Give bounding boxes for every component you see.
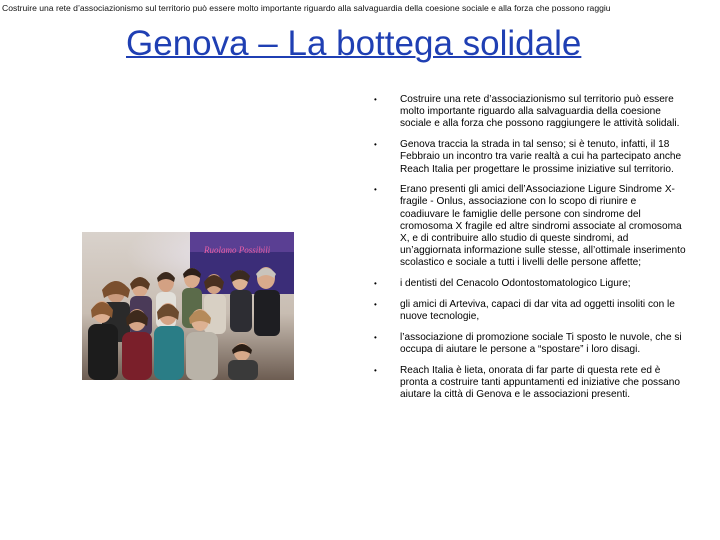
list-item: • Reach Italia è lieta, onorata di far parte di questa rete ed è pronta a costruire tanti appuntamenti ed iniziative che possano aiutare la città di Genova e le associazioni presenti. [368, 365, 688, 402]
bullet-list [368, 94, 688, 410]
list-item: • Costruire una rete d’associazionismo sul territorio può essere molto importante riguardo alla salvaguardia della coesione sociale e alla forza che possono raggiungere le attività solidali. [368, 94, 688, 131]
page-title: Genova – La bottega solidale [126, 24, 582, 63]
group-photo [82, 232, 294, 380]
banner-text: Ruolamo Possibili [204, 245, 271, 255]
list-item: • Genova traccia la strada in tal senso; si è tenuto, infatti, il 18 Febbraio un incontro tra varie realtà a cui ha partecipato anche Reach Italia per progettare le prossime iniziative sul territorio. [368, 139, 688, 176]
list-item: • i dentisti del Cenacolo Odontostomatologico Ligure; [368, 278, 688, 290]
header-text: Costruire una rete d’associazionismo sul territorio può essere molto importante riguardo alla salvaguardia della coesione sociale e alla forza che possono raggiu [2, 3, 611, 13]
list-item: • Erano presenti gli amici dell’Associazione Ligure Sindrome X-fragile - Onlus, associazione con lo scopo di riunire e coadiuvare le famiglie delle persone con sindrome del cromosoma X fragile ed altre sindromi associate al cromosoma X, e di contribuire allo studio di queste sindromi, ad un’aggiornata informazione sulle stesse, all’ottimale inserimento scolastico e sociale a tutti i livelli delle persone affette; [368, 184, 688, 269]
list-item: • l’associazione di promozione sociale Ti sposto le nuvole, che si occupa di aiutare le persone a “spostare” i loro disagi. [368, 332, 688, 356]
list-item: • gli amici di Arteviva, capaci di dar vita ad oggetti insoliti con le nuove tecnologie, [368, 299, 688, 323]
